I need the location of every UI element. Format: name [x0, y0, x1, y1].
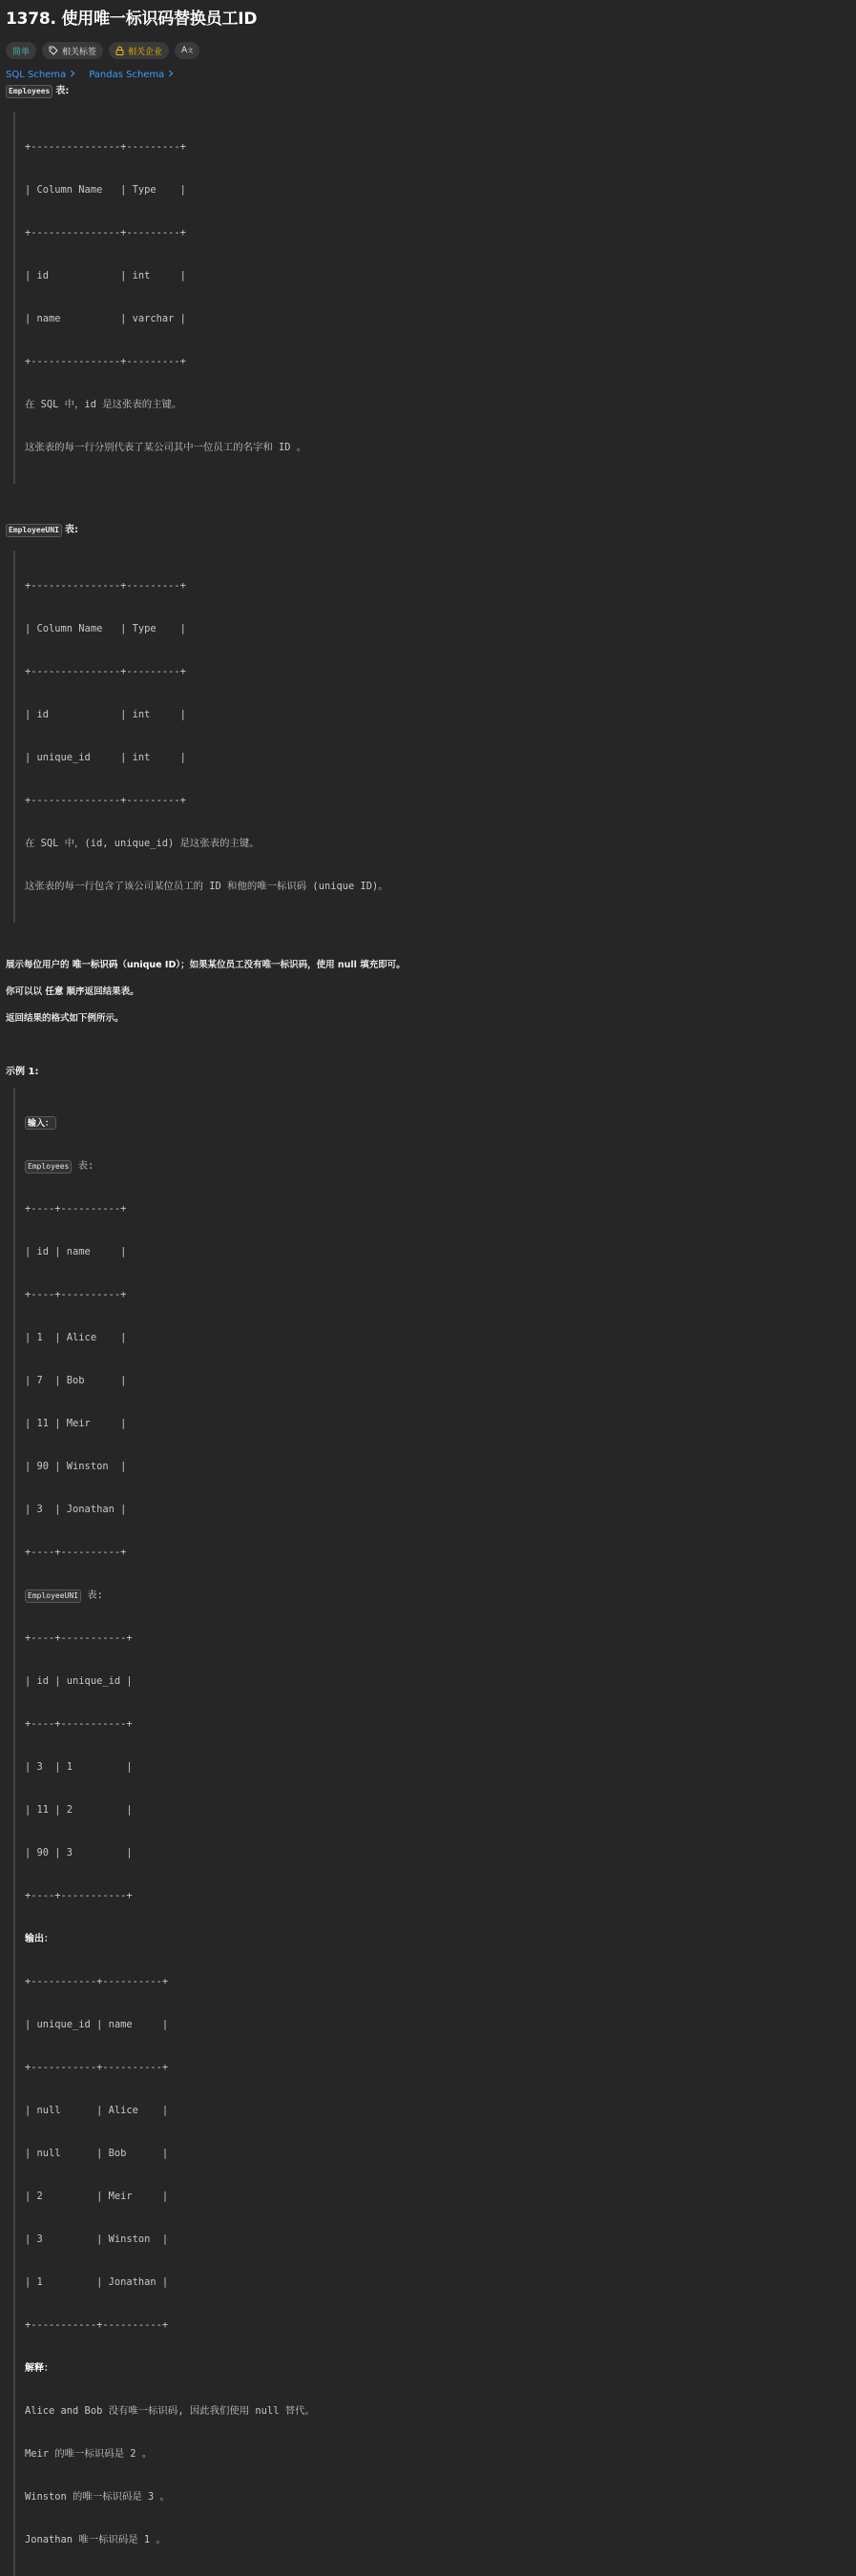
example-title: 示例 1:: [6, 1067, 39, 1077]
schema-block-employeeuni: [13, 551, 850, 923]
example-line: | id | name |: [25, 1246, 127, 1257]
table-suffix: 表:: [55, 86, 70, 96]
table-suffix: 表:: [64, 525, 78, 535]
pandas-schema-link[interactable]: [89, 69, 174, 82]
bold-text: 唯一标识码（unique ID）: [72, 960, 181, 970]
schema-line: 在 SQL 中，(id, unique_id) 是这张表的主键。: [25, 838, 260, 849]
example-line: | 3 | Winston |: [25, 2233, 169, 2245]
table-suffix: 表:: [72, 1160, 94, 1172]
explanation-line: Jonathan 唯一标识码是 1 。: [25, 2534, 166, 2545]
schema-links: [6, 69, 850, 82]
example-line: +-----------+----------+: [25, 2062, 169, 2073]
example-line: | 11 | Meir |: [25, 1418, 127, 1429]
pandas-schema-label: Pandas Schema: [89, 70, 165, 80]
example-line: | 90 | 3 |: [25, 1847, 133, 1859]
schema-block-employees: [13, 112, 850, 484]
table-suffix: 表:: [80, 1589, 103, 1601]
table-label-employeeuni: [6, 524, 850, 537]
example-line: +----+----------+: [25, 1547, 127, 1558]
related-tags-button[interactable]: [42, 42, 103, 59]
table-label-employees: [6, 85, 850, 98]
chevron-right-icon: [70, 69, 75, 82]
schema-line: +---------------+---------+: [25, 580, 186, 592]
example-line: | unique_id | name |: [25, 2019, 169, 2030]
tag-icon: [49, 46, 58, 55]
explanation-line: Meir 的唯一标识码是 2 。: [25, 2448, 153, 2460]
problem-title: 1378. 使用唯一标识码替换员工ID: [6, 10, 258, 29]
chevron-right-icon: [168, 69, 174, 82]
schema-line: +---------------+---------+: [25, 356, 186, 367]
bold-text: 任意: [45, 987, 64, 997]
example-line: | null | Alice |: [25, 2105, 169, 2116]
example-line: +----+----------+: [25, 1203, 127, 1215]
schema-line: 这张表的每一行分别代表了某公司其中一位员工的名字和 ID 。: [25, 442, 307, 453]
description-paragraph-1: [6, 959, 850, 972]
table-name-employees: Employees: [25, 1160, 72, 1174]
lock-icon: [115, 46, 124, 55]
translate-sub: 文: [187, 48, 194, 54]
table-name-employeeuni: EmployeeUNI: [6, 524, 62, 537]
related-tags-label: 相关标签: [62, 47, 97, 57]
output-label: 输出：: [25, 1934, 53, 1944]
example-line: | 1 | Jonathan |: [25, 2276, 169, 2288]
example-line: +----+-----------+: [25, 1718, 133, 1730]
example-table-label: [25, 1589, 850, 1603]
explanation-line: Winston 的唯一标识码是 3 。: [25, 2491, 170, 2503]
translate-icon: [181, 46, 193, 55]
example-line: | id | unique_id |: [25, 1675, 133, 1687]
input-label-line: [25, 1116, 850, 1131]
input-label: 输入：: [25, 1116, 56, 1130]
example-table-label: [25, 1159, 850, 1174]
example-line: | 3 | Jonathan |: [25, 1504, 127, 1515]
text: 顺序返回结果表。: [63, 987, 139, 997]
example-line: +----+----------+: [25, 1289, 127, 1300]
translate-a: A: [181, 46, 188, 55]
example-line: +----+-----------+: [25, 1632, 133, 1644]
schema-line: +---------------+---------+: [25, 666, 186, 677]
schema-line: +---------------+---------+: [25, 141, 186, 153]
schema-line: | Column Name | Type |: [25, 623, 186, 634]
description-paragraph-2: [6, 986, 850, 999]
text: 展示每位用户的: [6, 960, 73, 970]
example-line: +-----------+----------+: [25, 1976, 169, 1987]
schema-line: | id | int |: [25, 270, 186, 281]
example-line: | 2 | Meir |: [25, 2191, 169, 2202]
example-line: | null | Bob |: [25, 2148, 169, 2159]
schema-line: 这张表的每一行包含了该公司某位员工的 ID 和他的唯一标识码 (unique ID)。: [25, 881, 388, 892]
example-line: | 11 | 2 |: [25, 1804, 133, 1816]
explanation-line: Alice and Bob 没有唯一标识码, 因此我们使用 null 替代。: [25, 2405, 315, 2417]
text: 你可以以: [6, 987, 46, 997]
description-paragraph-3: 返回结果的格式如下例所示。: [6, 1013, 124, 1024]
example-line: | 1 | Alice |: [25, 1332, 127, 1343]
example-line: | 7 | Bob |: [25, 1375, 127, 1386]
example-line: +----+-----------+: [25, 1890, 133, 1901]
schema-line: 在 SQL 中，id 是这张表的主键。: [25, 399, 182, 410]
example-line: | 90 | Winston |: [25, 1461, 127, 1472]
table-name-employeeuni: EmployeeUNI: [25, 1589, 81, 1603]
table-name-employees: Employees: [6, 85, 52, 98]
sql-schema-label: SQL Schema: [6, 70, 67, 80]
related-companies-button[interactable]: [109, 42, 169, 59]
example-line: | 3 | 1 |: [25, 1761, 133, 1773]
difficulty-badge[interactable]: [6, 42, 36, 59]
text: ；如果某位员工没有唯一标识码，使用 null 填充即可。: [180, 960, 406, 970]
schema-line: +---------------+---------+: [25, 227, 186, 239]
schema-line: | name | varchar |: [25, 313, 186, 324]
schema-line: +---------------+---------+: [25, 795, 186, 806]
sql-schema-link[interactable]: [6, 69, 75, 82]
difficulty-label: 简单: [12, 47, 31, 57]
tag-row: [6, 42, 850, 59]
example-block: [13, 1088, 850, 2576]
explanation-label: 解释：: [25, 2363, 53, 2374]
schema-line: | unique_id | int |: [25, 752, 186, 763]
translate-button[interactable]: [175, 42, 199, 59]
schema-line: | Column Name | Type |: [25, 184, 186, 196]
schema-line: | id | int |: [25, 709, 186, 720]
related-companies-label: 相关企业: [128, 47, 163, 57]
example-line: +-----------+----------+: [25, 2319, 169, 2331]
